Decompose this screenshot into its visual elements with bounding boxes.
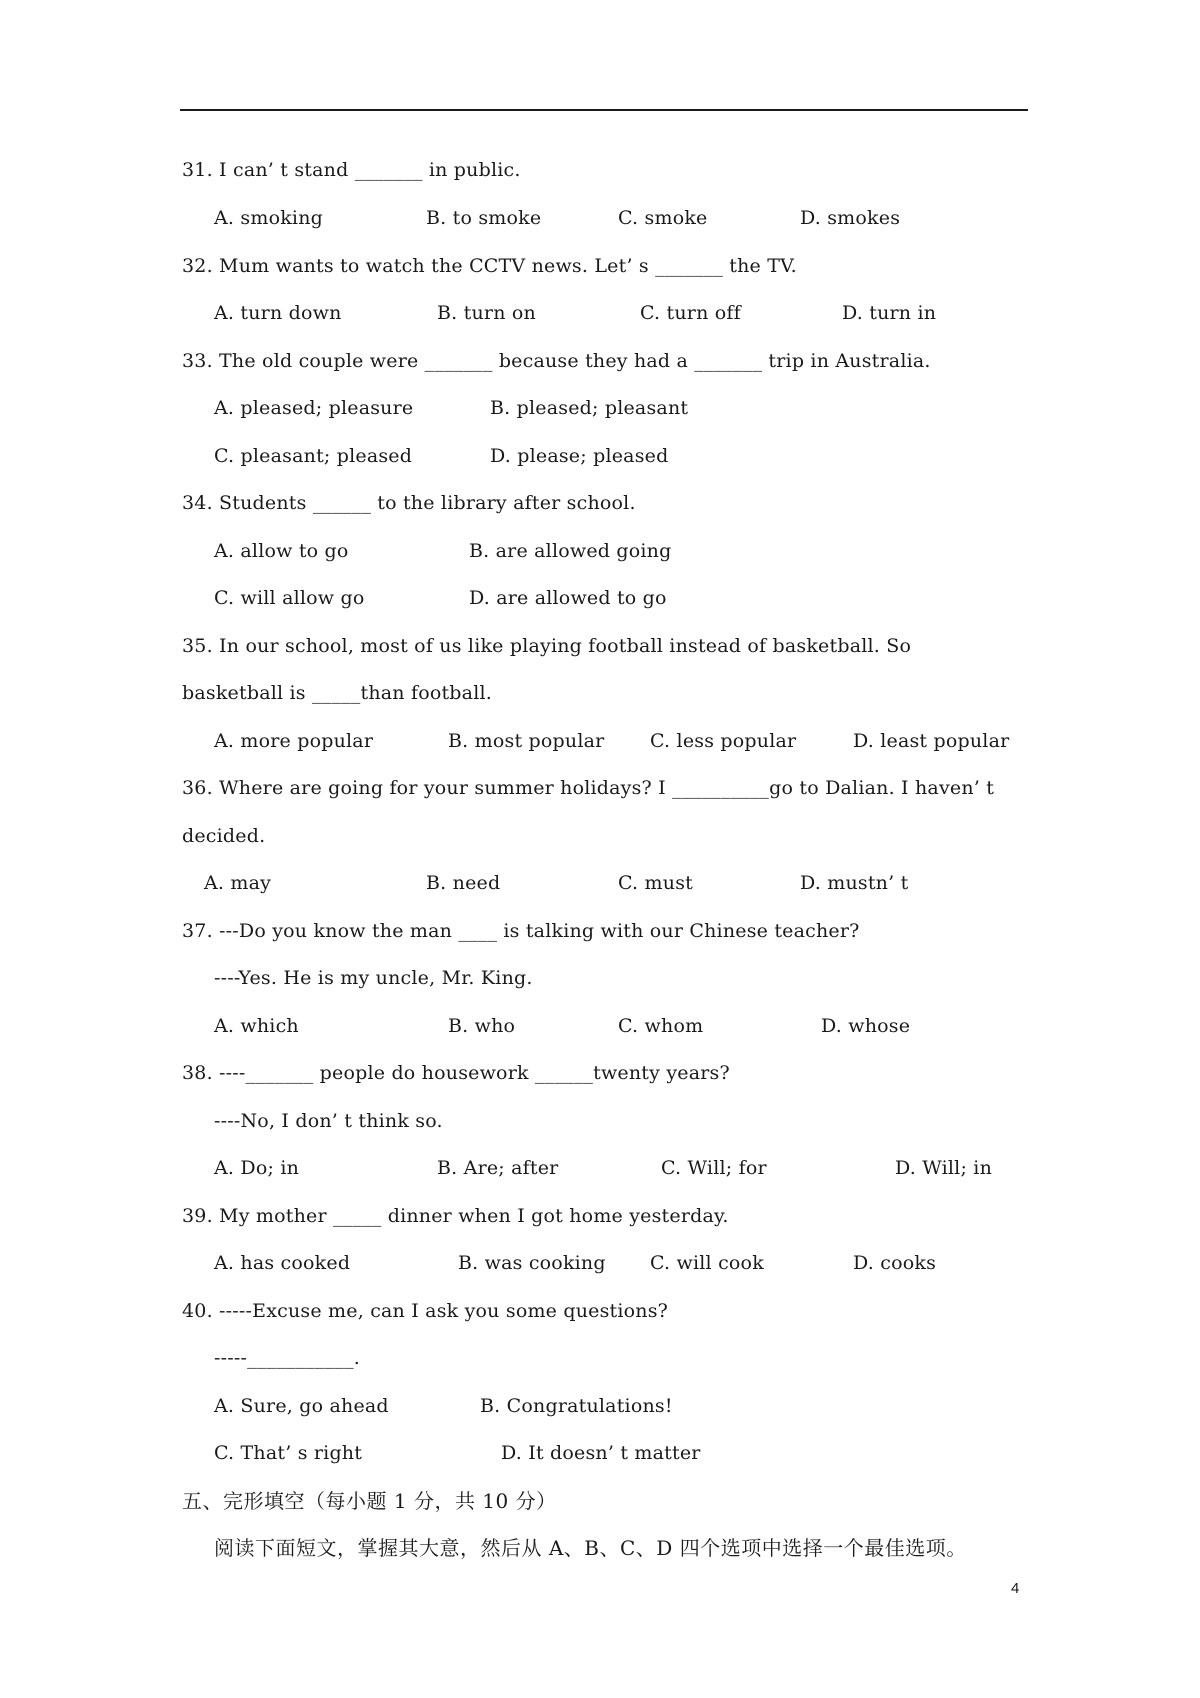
question-35-stem-continued: basketball is _____than football.: [182, 682, 492, 704]
question-38-reply: ----No, I don’ t think so.: [214, 1110, 443, 1132]
question-40-reply: -----___________.: [214, 1347, 361, 1369]
q35-option-b: B. most popular: [448, 730, 605, 752]
question-37-stem: 37. ---Do you know the man ____ is talking with our Chinese teacher?: [182, 920, 860, 942]
q40-option-a: A. Sure, go ahead: [214, 1395, 389, 1417]
q33-option-c: C. pleasant; pleased: [214, 445, 413, 467]
q36-option-b: B. need: [426, 872, 501, 894]
q40-option-b: B. Congratulations!: [480, 1395, 673, 1417]
question-34-stem: 34. Students ______ to the library after school.: [182, 492, 636, 514]
q35-option-c: C. less popular: [650, 730, 797, 752]
q33-option-b: B. pleased; pleasant: [490, 397, 689, 419]
q34-option-c: C. will allow go: [214, 587, 365, 609]
q35-option-d: D. least popular: [853, 730, 1010, 752]
q40-option-c: C. That’ s right: [214, 1442, 363, 1464]
q32-option-c: C. turn off: [640, 302, 741, 324]
q39-option-b: B. was cooking: [458, 1252, 606, 1274]
question-32-stem: 32. Mum wants to watch the CCTV news. Let’ s _______ the TV.: [182, 255, 797, 277]
q36-option-c: C. must: [618, 872, 693, 894]
section-instruction: 阅读下面短文，掌握其大意，然后从 A、B、C、D 四个选项中选择一个最佳选项。: [214, 1536, 967, 1560]
question-35-stem: 35. In our school, most of us like playing football instead of basketball. So: [182, 635, 912, 657]
q33-option-a: A. pleased; pleasure: [214, 397, 414, 419]
q31-option-a: A. smoking: [214, 207, 323, 229]
section-heading: 五、完形填空（每小题 1 分，共 10 分）: [182, 1489, 557, 1513]
q37-option-a: A. which: [214, 1015, 299, 1037]
question-36-stem: 36. Where are going for your summer holidays? I __________go to Dalian. I haven’ t: [182, 777, 995, 799]
q38-option-c: C. Will; for: [661, 1157, 767, 1179]
q31-option-c: C. smoke: [618, 207, 708, 229]
q40-option-d: D. It doesn’ t matter: [501, 1442, 701, 1464]
q37-option-b: B. who: [448, 1015, 516, 1037]
question-40-stem: 40. -----Excuse me, can I ask you some questions?: [182, 1300, 669, 1322]
q39-option-c: C. will cook: [650, 1252, 764, 1274]
q36-option-a: A. may: [204, 872, 272, 894]
header-rule: [180, 109, 1028, 111]
q38-option-d: D. Will; in: [895, 1157, 993, 1179]
question-37-reply: ----Yes. He is my uncle, Mr. King.: [214, 967, 533, 989]
q39-option-d: D. cooks: [853, 1252, 937, 1274]
page-number: 4: [1011, 1580, 1020, 1597]
question-38-stem: 38. ----_______ people do housework ______twenty years?: [182, 1062, 730, 1084]
q32-option-b: B. turn on: [437, 302, 536, 324]
question-39-stem: 39. My mother _____ dinner when I got home yesterday.: [182, 1205, 729, 1227]
q32-option-a: A. turn down: [214, 302, 342, 324]
q33-option-d: D. please; pleased: [490, 445, 669, 467]
q36-option-d: D. mustn’ t: [800, 872, 909, 894]
q31-option-d: D. smokes: [800, 207, 901, 229]
question-31-stem: 31. I can’ t stand _______ in public.: [182, 159, 521, 181]
q32-option-d: D. turn in: [842, 302, 937, 324]
q38-option-b: B. Are; after: [437, 1157, 559, 1179]
q34-option-d: D. are allowed to go: [469, 587, 667, 609]
question-33-stem: 33. The old couple were _______ because they had a _______ trip in Australia.: [182, 350, 931, 372]
question-36-stem-continued: decided.: [182, 825, 266, 847]
q35-option-a: A. more popular: [214, 730, 374, 752]
q37-option-d: D. whose: [821, 1015, 911, 1037]
q31-option-b: B. to smoke: [426, 207, 542, 229]
q38-option-a: A. Do; in: [214, 1157, 300, 1179]
q34-option-b: B. are allowed going: [469, 540, 672, 562]
q39-option-a: A. has cooked: [214, 1252, 351, 1274]
q34-option-a: A. allow to go: [214, 540, 349, 562]
q37-option-c: C. whom: [618, 1015, 704, 1037]
